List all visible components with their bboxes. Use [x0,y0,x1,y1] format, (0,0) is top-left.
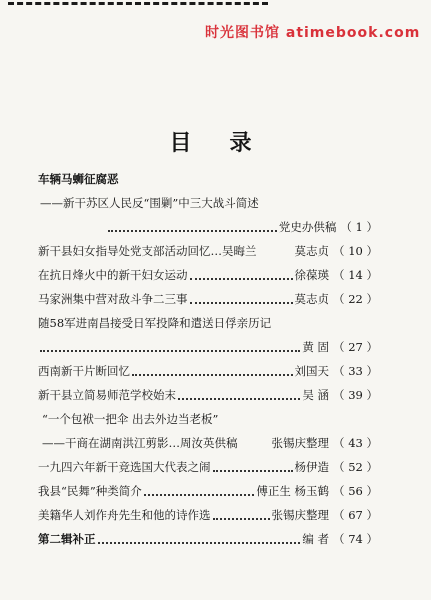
top-edge-marks [8,2,268,13]
toc-entry-title: ——干商在湖南洪江剪影…周汝英供稿 [42,435,238,450]
dot-leader [178,390,300,400]
toc-entry[interactable] [38,386,378,404]
toc-entry-title: 西南新干片断回忆 [38,363,130,378]
toc-entry-author: 杨伊造 [294,459,330,474]
toc-entry-page: （ 10 ） [333,243,378,258]
toc-entry[interactable] [38,314,378,332]
toc-entry-page: （ 43 ） [333,435,378,450]
toc-entry[interactable] [38,506,378,524]
dot-leader [213,510,270,520]
toc-entry[interactable] [38,434,378,452]
dot-leader [132,366,293,376]
watermark: 时光图书馆 atimebook.com [205,25,421,41]
toc-entry-author: 傅正生 杨玉鹤 [256,483,330,498]
toc-entry-author: 莫志贞 [294,291,330,306]
toc-entry[interactable] [38,290,378,308]
toc-entry-author: 徐葆瑛 [294,267,330,282]
toc-entry-page: （ 52 ） [333,459,378,474]
toc-entry-author: 张锡庆整理 [271,507,330,522]
toc-entry-page: （ 27 ） [333,339,378,354]
dot-leader [108,222,277,232]
toc-entry-page: （ 39 ） [333,387,378,402]
toc-entry-author: 刘国天 [294,363,330,378]
toc-entry[interactable] [38,170,378,188]
toc-entry-page: （ 1 ） [340,219,378,234]
page-title: 目录 [169,130,290,156]
toc-entry-page: （ 14 ） [333,267,378,282]
toc-entry-author: 黄 固 [302,339,330,354]
toc-entry[interactable] [38,266,378,284]
toc-entry[interactable] [38,362,378,380]
toc-entry-title: 新干县立简易师范学校始末 [38,387,176,402]
toc-entry-page: （ 56 ） [333,483,378,498]
toc-entry-page: （ 22 ） [333,291,378,306]
toc-entry-title: 一九四六年新干竞选国大代表之闹 [38,459,211,474]
toc-entry-author: 吴 涵 [302,387,330,402]
dot-leader [190,294,293,304]
toc-entry-author: 张锡庆整理 [271,435,330,450]
toc-entry-title: 在抗日烽火中的新干妇女运动 [38,267,188,282]
toc-entry-title: “一个包袱一把伞 出去外边当老板” [42,411,219,426]
toc-entry[interactable] [38,338,378,356]
toc-entry[interactable] [38,530,378,548]
toc-entry[interactable] [38,458,378,476]
toc-entry-author: 党史办供稿 [278,219,337,234]
toc-entry-title: 美籍华人刘作舟先生和他的诗作选 [38,507,211,522]
toc-entry-title: 新干县妇女指导处党支部活动回忆…吴晦兰 [38,243,257,258]
toc-entry-author: 编 者 [302,531,330,546]
toc-entry[interactable] [38,482,378,500]
toc-entry-title: 我县“民舞”种类简介 [38,483,142,498]
toc-entry-page: （ 33 ） [333,363,378,378]
toc-entry-page: （ 67 ） [333,507,378,522]
toc-entry[interactable] [38,410,378,428]
dot-leader [40,342,300,352]
dot-leader [213,462,293,472]
toc-entry-title: 马家洲集中营对敌斗争二三事 [38,291,188,306]
dot-leader [144,486,255,496]
toc-entry-title: 车辆马蛳征腐恶 [38,171,119,186]
toc-entry-author: 莫志贞 [294,243,330,258]
toc-entry[interactable] [38,242,378,260]
toc-entry[interactable] [38,194,378,212]
toc-entry[interactable] [38,218,378,236]
dot-leader [98,534,301,544]
toc-entry-title: 随58军进南昌接受日军投降和遣送日俘亲历记 [38,315,272,330]
toc-entry-title: 第二辑补正 [38,531,96,546]
dot-leader [190,270,293,280]
toc-entry-title: ——新干苏区人民反“围剿”中三大战斗简述 [40,195,259,210]
toc-entry-page: （ 74 ） [333,531,378,546]
